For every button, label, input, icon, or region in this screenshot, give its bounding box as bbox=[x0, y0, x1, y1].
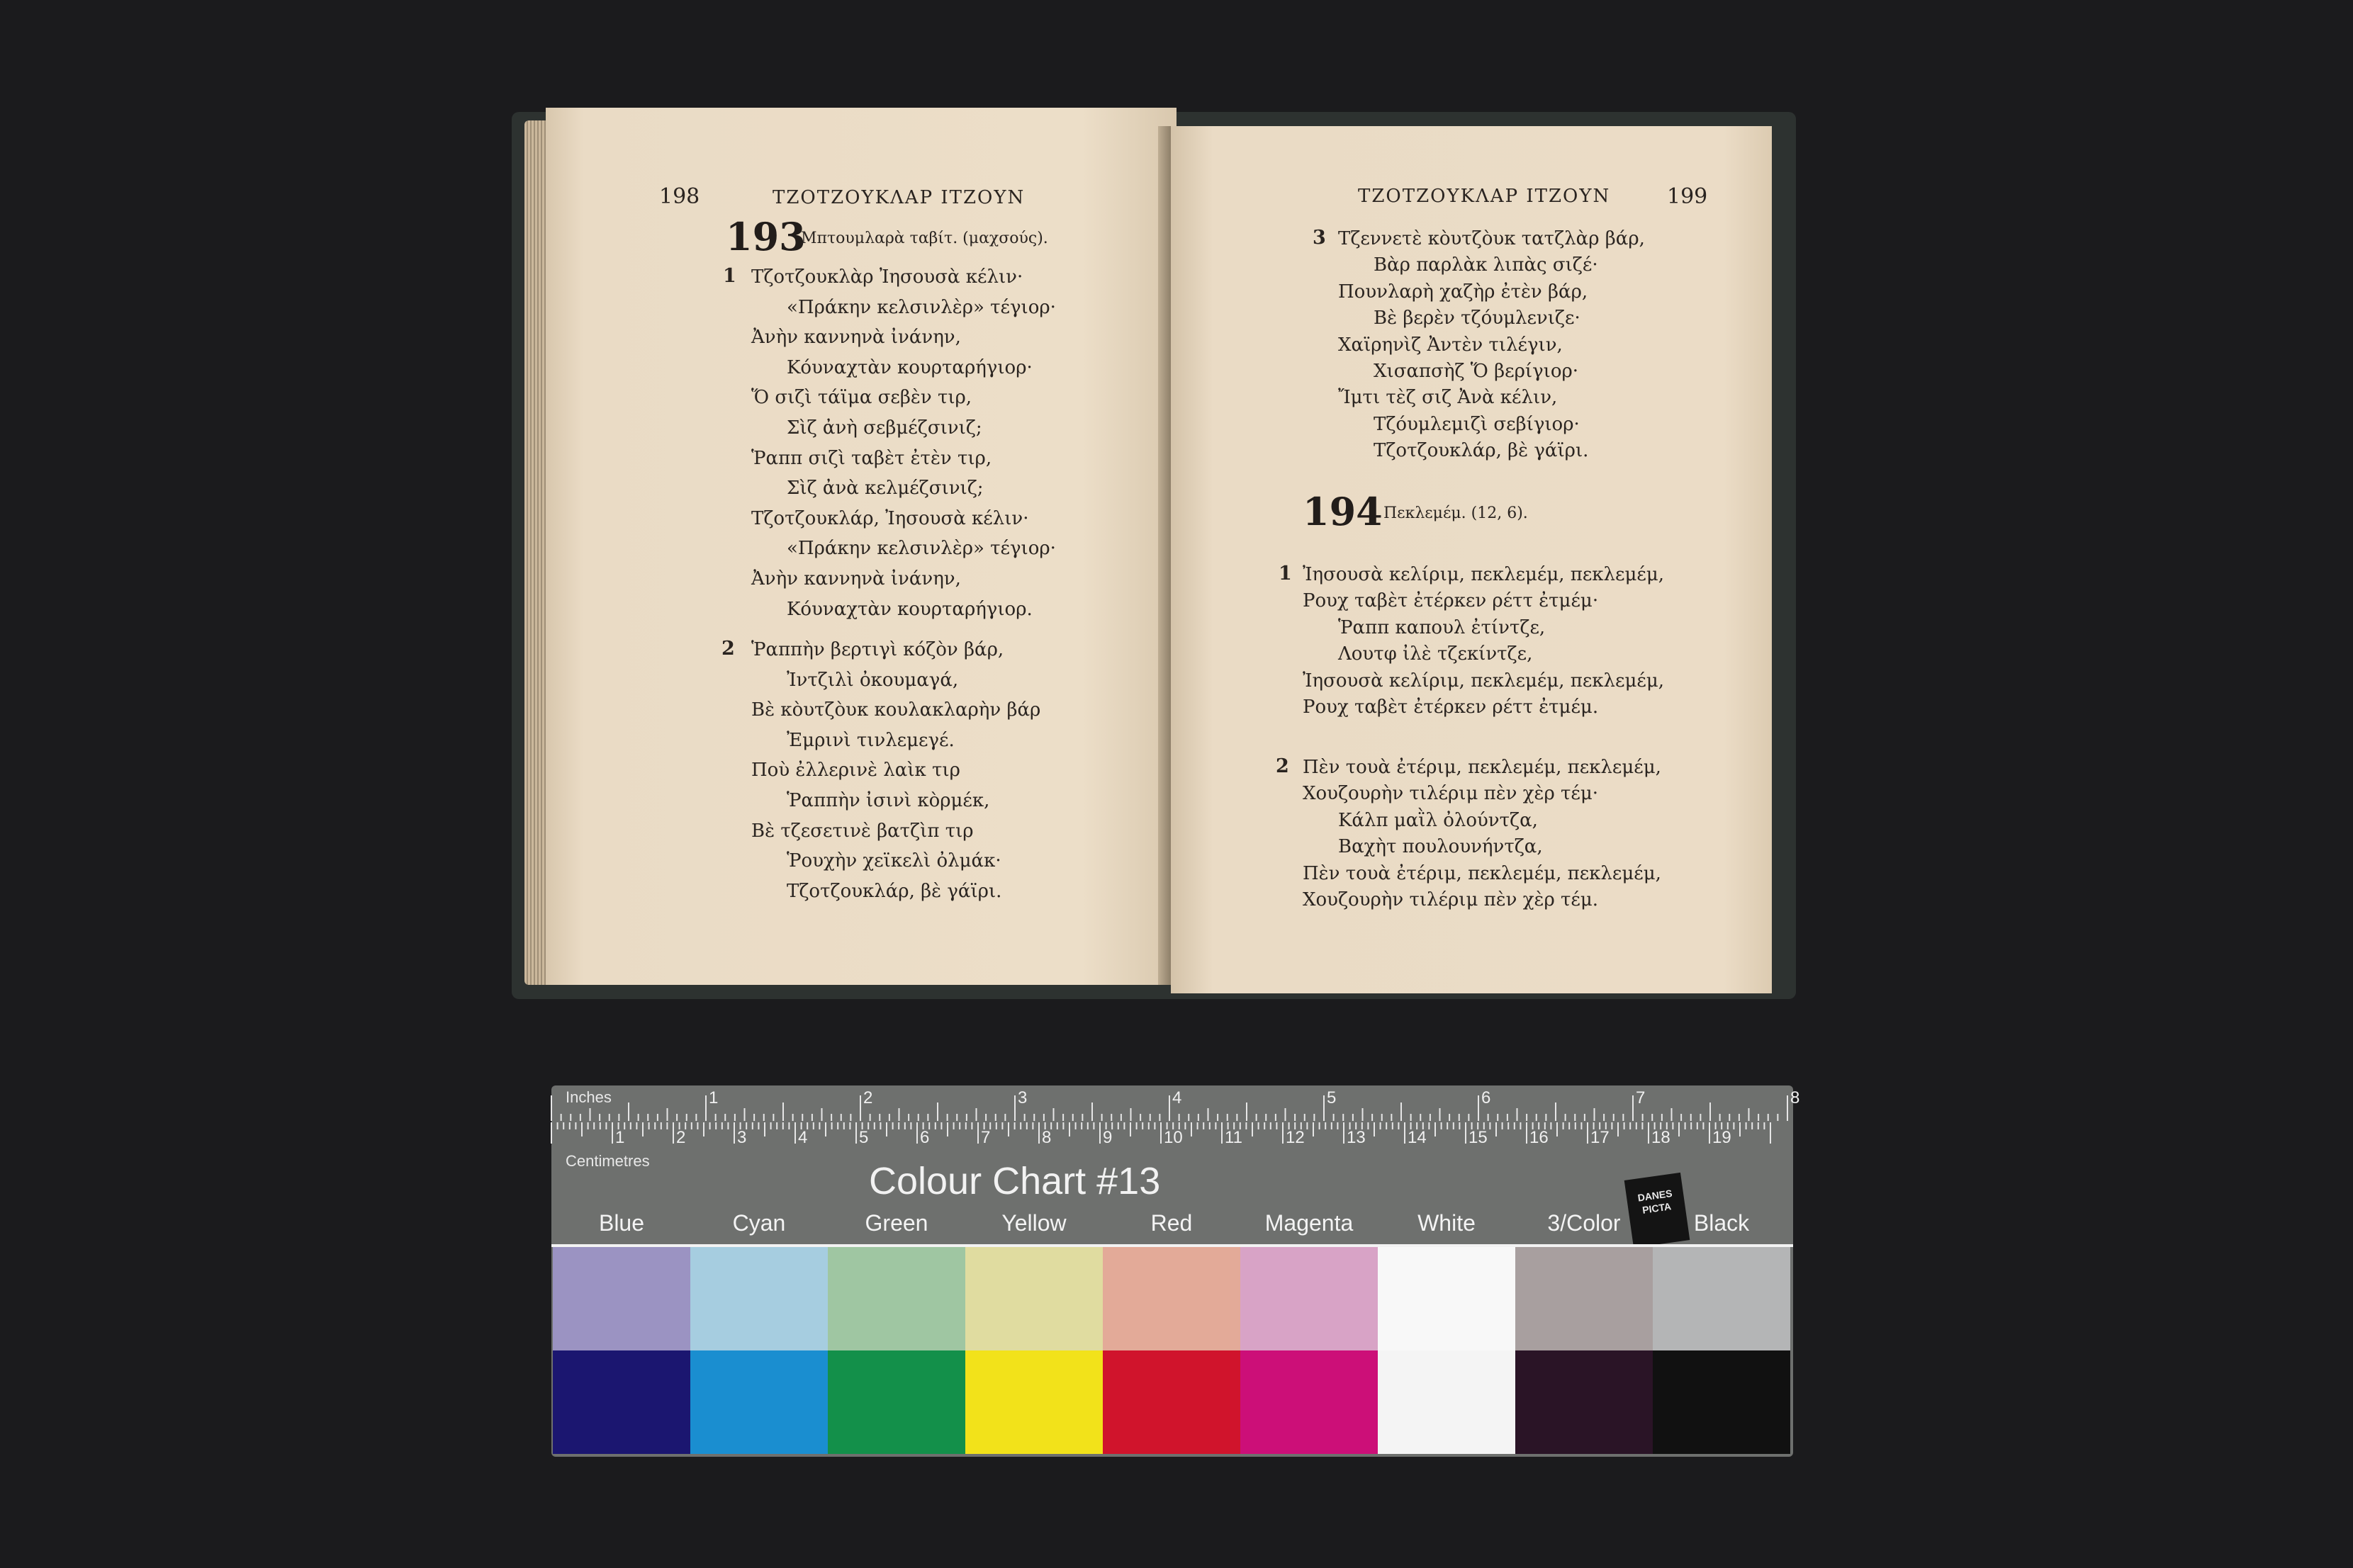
verse-line: Χουζουρὴν τιλέριμ πὲν χὲρ τέμ. bbox=[1303, 889, 1599, 910]
cm-tick-label: 11 bbox=[1225, 1128, 1242, 1147]
swatch-dark-black bbox=[1653, 1350, 1790, 1454]
inch-tick-label: 7 bbox=[1636, 1088, 1646, 1107]
swatch-dark-red bbox=[1103, 1350, 1240, 1454]
inch-tick-label: 3 bbox=[1018, 1088, 1028, 1107]
verse-line: Βὲ τζεσετινὲ βατζὶπ τιρ bbox=[751, 820, 974, 842]
verse-line: Ποὺ ἐλλερινὲ λαὶκ τιρ bbox=[751, 760, 960, 782]
cm-tick-label: 13 bbox=[1347, 1128, 1366, 1147]
cm-tick-label: 3 bbox=[737, 1128, 747, 1147]
verse-line: Κόυναχτὰν κουρταρήγιορ· bbox=[787, 356, 1033, 378]
swatch-dark-white bbox=[1378, 1350, 1515, 1454]
verse-line: Λουτφ ἰλὲ τζεκίντζε, bbox=[1338, 643, 1533, 665]
page-number: 198 bbox=[659, 184, 700, 209]
verse-line: Τζοτζουκλάρ, βὲ γάϊρι. bbox=[787, 880, 1002, 902]
inch-tick-label: 6 bbox=[1481, 1088, 1491, 1107]
verse-line: Σὶζ ἀνὰ κελμέζσινιζ; bbox=[787, 478, 984, 500]
swatch-light-black bbox=[1653, 1247, 1790, 1350]
verse-line: Κάλπ μαῒλ ὀλούντζα, bbox=[1338, 809, 1538, 831]
cm-tick-label: 9 bbox=[1103, 1128, 1113, 1147]
verse-line: Ῥαππὴν βερτιγὶ κόζὸν βάρ, bbox=[751, 639, 1004, 660]
verse-line: Πὲν τουὰ ἐτέριμ, πεκλεμέμ, πεκλεμέμ, bbox=[1303, 757, 1661, 778]
chart-title: Colour Chart #13 bbox=[869, 1160, 1161, 1202]
hymn-number: 193 bbox=[726, 214, 806, 259]
verse-line: «Πράκην κελσινλὲρ» τέγιορ· bbox=[787, 538, 1056, 560]
verse-line: Ἴμτι τὲζ σιζ Ἀνὰ κέλιν, bbox=[1338, 387, 1558, 409]
verse-line: Ρουχ ταβὲτ ἐτέρκεν ρέττ ἐτμέμ. bbox=[1303, 696, 1599, 718]
swatch-light-green bbox=[828, 1247, 965, 1350]
verse-line: Ἰντζιλὶ ὀκουμαγά, bbox=[787, 669, 959, 691]
verse-number: 3 bbox=[1313, 227, 1326, 249]
verse-line: Ἰησουσὰ κελίριμ, πεκλεμέμ, πεκλεμέμ, bbox=[1303, 670, 1665, 692]
swatch-light-white bbox=[1378, 1247, 1515, 1350]
swatch-label-green: Green bbox=[865, 1210, 928, 1236]
swatch-light-red bbox=[1103, 1247, 1240, 1350]
swatch-label-magenta: Magenta bbox=[1264, 1210, 1354, 1236]
swatch-label-3-color: 3/Color bbox=[1547, 1210, 1621, 1236]
inch-tick-label: 4 bbox=[1172, 1088, 1182, 1107]
logo-text: DANES PICTA bbox=[1636, 1187, 1673, 1216]
verse-line: Ἰησουσὰ κελίριμ, πεκλεμέμ, πεκλεμέμ, bbox=[1303, 564, 1665, 585]
verse-line: Τζόυμλεμιζὶ σεβίγιορ· bbox=[1374, 413, 1580, 435]
right-page bbox=[1171, 126, 1772, 993]
cm-tick-label: 19 bbox=[1712, 1128, 1731, 1147]
cm-tick-label: 10 bbox=[1164, 1128, 1183, 1147]
inch-tick-label: 5 bbox=[1327, 1088, 1337, 1107]
verse-line: Βαχὴτ πουλουνήντζα, bbox=[1338, 836, 1543, 858]
verse-line: Πουνλαρὴ χαζὴρ ἐτὲν βάρ, bbox=[1338, 281, 1588, 303]
swatch-dark-magenta bbox=[1240, 1350, 1378, 1454]
cm-tick-label: 5 bbox=[859, 1128, 869, 1147]
left-page bbox=[546, 108, 1176, 985]
verse-line: «Πράκην κελσινλὲρ» τέγιορ· bbox=[787, 296, 1056, 318]
verse-line: Πὲν τουὰ ἐτέριμ, πεκλεμέμ, πεκλεμέμ, bbox=[1303, 862, 1661, 884]
verse-line: Βὰρ παρλὰκ λιπὰς σιζέ· bbox=[1374, 254, 1598, 276]
page-number: 199 bbox=[1667, 184, 1708, 209]
cm-tick-label: 7 bbox=[981, 1128, 991, 1147]
swatch-light-cyan bbox=[690, 1247, 828, 1350]
hymn-title: Πεκλεμέμ. (12, 6). bbox=[1383, 504, 1528, 522]
verse-line: Ῥαππ καπουλ ἐτίντζε, bbox=[1338, 616, 1546, 638]
cm-tick-label: 12 bbox=[1286, 1128, 1305, 1147]
swatch-dark-green bbox=[828, 1350, 965, 1454]
verse-number: 2 bbox=[721, 638, 735, 660]
ruler bbox=[551, 1085, 1800, 1170]
cm-tick-label: 2 bbox=[676, 1128, 686, 1147]
verse-line: Χαϊρηνὶζ Ἀντὲν τιλέγιν, bbox=[1338, 334, 1563, 356]
inch-tick-label: 2 bbox=[863, 1088, 873, 1107]
stanza-number: 2 bbox=[1276, 755, 1289, 777]
swatch-light-3-color bbox=[1515, 1247, 1653, 1350]
cm-tick-label: 1 bbox=[615, 1128, 625, 1147]
verse-number: 1 bbox=[723, 265, 736, 287]
hymn-title: Μπτουμλαρὰ ταβίτ. (μαχσούς). bbox=[801, 230, 1048, 247]
stanza-number: 1 bbox=[1279, 563, 1292, 585]
swatch-label-yellow: Yellow bbox=[1001, 1210, 1067, 1236]
running-header: ΤΖΟΤΖΟΥΚΛΑΡ ΙΤΖΟΥΝ bbox=[773, 187, 1026, 208]
swatch-light-blue bbox=[553, 1247, 690, 1350]
verse-line: Βὲ βερὲν τζόυμλενιζε· bbox=[1374, 308, 1580, 329]
verse-line: Ἐμρινὶ τινλεμεγέ. bbox=[787, 729, 955, 751]
verse-line: Τζοτζουκλάρ, Ἰησουσὰ κέλιν· bbox=[751, 507, 1029, 529]
verse-line: Ἀνὴν καννηνὰ ἰνάνην, bbox=[751, 327, 961, 349]
inch-tick-label: 1 bbox=[709, 1088, 719, 1107]
verse-line: Βὲ κὸυτζὸυκ κουλακλαρὴν βάρ bbox=[751, 699, 1041, 721]
colour-chart bbox=[551, 1085, 1800, 1457]
running-header: ΤΖΟΤΖΟΥΚΛΑΡ ΙΤΖΟΥΝ bbox=[1358, 186, 1611, 207]
swatch-light-magenta bbox=[1240, 1247, 1378, 1350]
swatch-label-white: White bbox=[1417, 1210, 1476, 1236]
verse-line: Ρουχ ταβὲτ ἐτέρκεν ρέττ ἐτμέμ· bbox=[1303, 590, 1599, 612]
cm-tick-label: 6 bbox=[920, 1128, 930, 1147]
cm-tick-label: 15 bbox=[1468, 1128, 1488, 1147]
verse-line: Σὶζ ἀνὴ σεβμέζσινιζ; bbox=[787, 417, 982, 439]
hymn-number: 194 bbox=[1303, 489, 1383, 534]
verse-line: Τζεννετὲ κὸυτζὸυκ τατζλὰρ βάρ, bbox=[1338, 228, 1645, 249]
swatch-label-cyan: Cyan bbox=[732, 1210, 786, 1236]
swatch-dark-3-color bbox=[1515, 1350, 1653, 1454]
cm-tick-label: 18 bbox=[1651, 1128, 1670, 1147]
verse-line: Ῥαππ σιζὶ ταβὲτ ἐτὲν τιρ, bbox=[751, 447, 992, 469]
cm-tick-label: 14 bbox=[1408, 1128, 1427, 1147]
cm-tick-label: 8 bbox=[1042, 1128, 1052, 1147]
verse-line: Ὅ σιζὶ τάϊμα σεβὲν τιρ, bbox=[751, 387, 972, 409]
verse-line: Χισαπσὴζ Ὅ βερίγιορ· bbox=[1374, 361, 1579, 382]
swatch-light-yellow bbox=[965, 1247, 1103, 1350]
verse-line: Κόυναχτὰν κουρταρήγιορ. bbox=[787, 598, 1033, 620]
verse-line: Τζοτζουκλάρ, βὲ γάϊρι. bbox=[1374, 440, 1589, 462]
inch-tick-label: 8 bbox=[1790, 1088, 1800, 1107]
verse-line: Τζοτζουκλὰρ Ἰησουσὰ κέλιν· bbox=[751, 266, 1023, 288]
swatch-dark-yellow bbox=[965, 1350, 1103, 1454]
cm-tick-label: 4 bbox=[798, 1128, 808, 1147]
inches-label: Inches bbox=[566, 1088, 612, 1106]
swatch-dark-blue bbox=[553, 1350, 690, 1454]
open-book bbox=[512, 105, 1796, 999]
swatch-label-black: Black bbox=[1693, 1210, 1750, 1236]
cm-tick-label: 16 bbox=[1529, 1128, 1549, 1147]
chart-divider bbox=[551, 1244, 1793, 1247]
verse-line: Ῥαππὴν ἰσινὶ κὸρμέκ, bbox=[787, 790, 990, 811]
swatch-label-red: Red bbox=[1150, 1210, 1193, 1236]
verse-line: Ἀνὴν καννηνὰ ἰνάνην, bbox=[751, 568, 961, 590]
swatch-dark-cyan bbox=[690, 1350, 828, 1454]
verse-line: Ῥουχὴν χεϊκελὶ ὀλμάκ· bbox=[787, 850, 1001, 872]
swatch-label-blue: Blue bbox=[598, 1210, 645, 1236]
verse-line: Χουζουρὴν τιλέριμ πὲν χὲρ τέμ· bbox=[1303, 783, 1599, 805]
cm-tick-label: 17 bbox=[1590, 1128, 1610, 1147]
centimetres-label: Centimetres bbox=[566, 1152, 650, 1170]
